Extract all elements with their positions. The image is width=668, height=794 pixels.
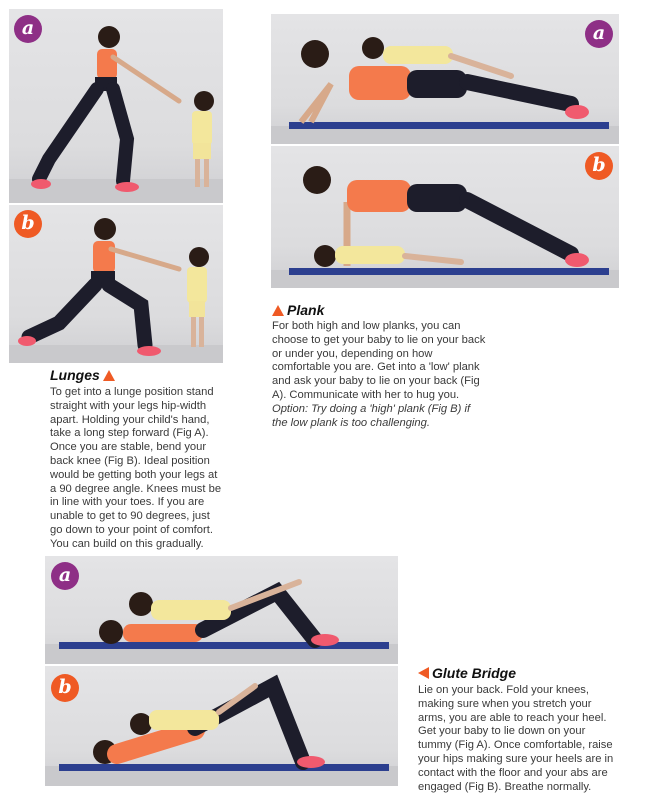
lunges-photo-b bbox=[9, 205, 223, 363]
glute-photo-b bbox=[45, 666, 398, 786]
lunges-photo-a bbox=[9, 9, 223, 203]
fig-b-badge: b bbox=[51, 674, 79, 702]
triangle-left-icon bbox=[418, 667, 429, 679]
fig-b-badge: b bbox=[585, 152, 613, 180]
plank-figure-a bbox=[271, 14, 619, 144]
plank-photo-a bbox=[271, 14, 619, 144]
glute-photo-a bbox=[45, 556, 398, 664]
glute-figure-a bbox=[45, 556, 398, 664]
glute-title: Glute Bridge bbox=[432, 665, 517, 681]
plank-instructions bbox=[272, 320, 488, 430]
glute-instructions bbox=[418, 684, 618, 794]
plank-title: Plank bbox=[287, 302, 325, 318]
fig-b-badge: b bbox=[14, 210, 42, 238]
plank-option: Option: Try doing a 'high' plank (Fig B) if the low plank is too challenging. bbox=[272, 402, 471, 429]
plank-figure-b bbox=[271, 146, 619, 288]
lunges-text: To get into a lunge position stand straight with your legs hip-width apart. Holding your child's hand, take a long step forward (Fig A). Once you are stable, bend your back knee (Fig B). Ideal position would be getting both your legs at a 90 degree angle. Knees must be in line with your toes. If you are unable to get to 90 degrees, just go down to your point of comfort. You can build on this gradually. bbox=[50, 386, 222, 550]
glute-heading bbox=[418, 665, 516, 681]
fig-a-badge: a bbox=[51, 562, 79, 590]
plank-heading bbox=[272, 302, 324, 318]
plank-photo-b bbox=[271, 146, 619, 288]
plank-text: For both high and low planks, you can choose to get your baby to lie on your back or under you, depending on how comfortable you are. Get into a 'low' plank and ask your baby to lie on your back (Fig A). Communicate with her to hug you. bbox=[272, 320, 486, 401]
lunges-heading bbox=[50, 367, 115, 383]
triangle-up-icon bbox=[103, 370, 115, 381]
lunges-instructions bbox=[50, 386, 222, 552]
glute-figure-b bbox=[45, 666, 398, 786]
lunges-figure-a bbox=[9, 9, 223, 203]
fig-a-badge: a bbox=[585, 20, 613, 48]
fig-a-badge: a bbox=[14, 15, 42, 43]
triangle-up-icon bbox=[272, 305, 284, 316]
glute-text: Lie on your back. Fold your knees, making sure when you stretch your arms, you are able to reach your heel. Get your baby to lie down on your tummy (Fig A). Once comfortable, raise your hips making sure your heels are in contact with the floor and your abs are engaged (Fig B). Breathe normally. bbox=[418, 684, 614, 793]
lunges-title: Lunges bbox=[50, 367, 100, 383]
